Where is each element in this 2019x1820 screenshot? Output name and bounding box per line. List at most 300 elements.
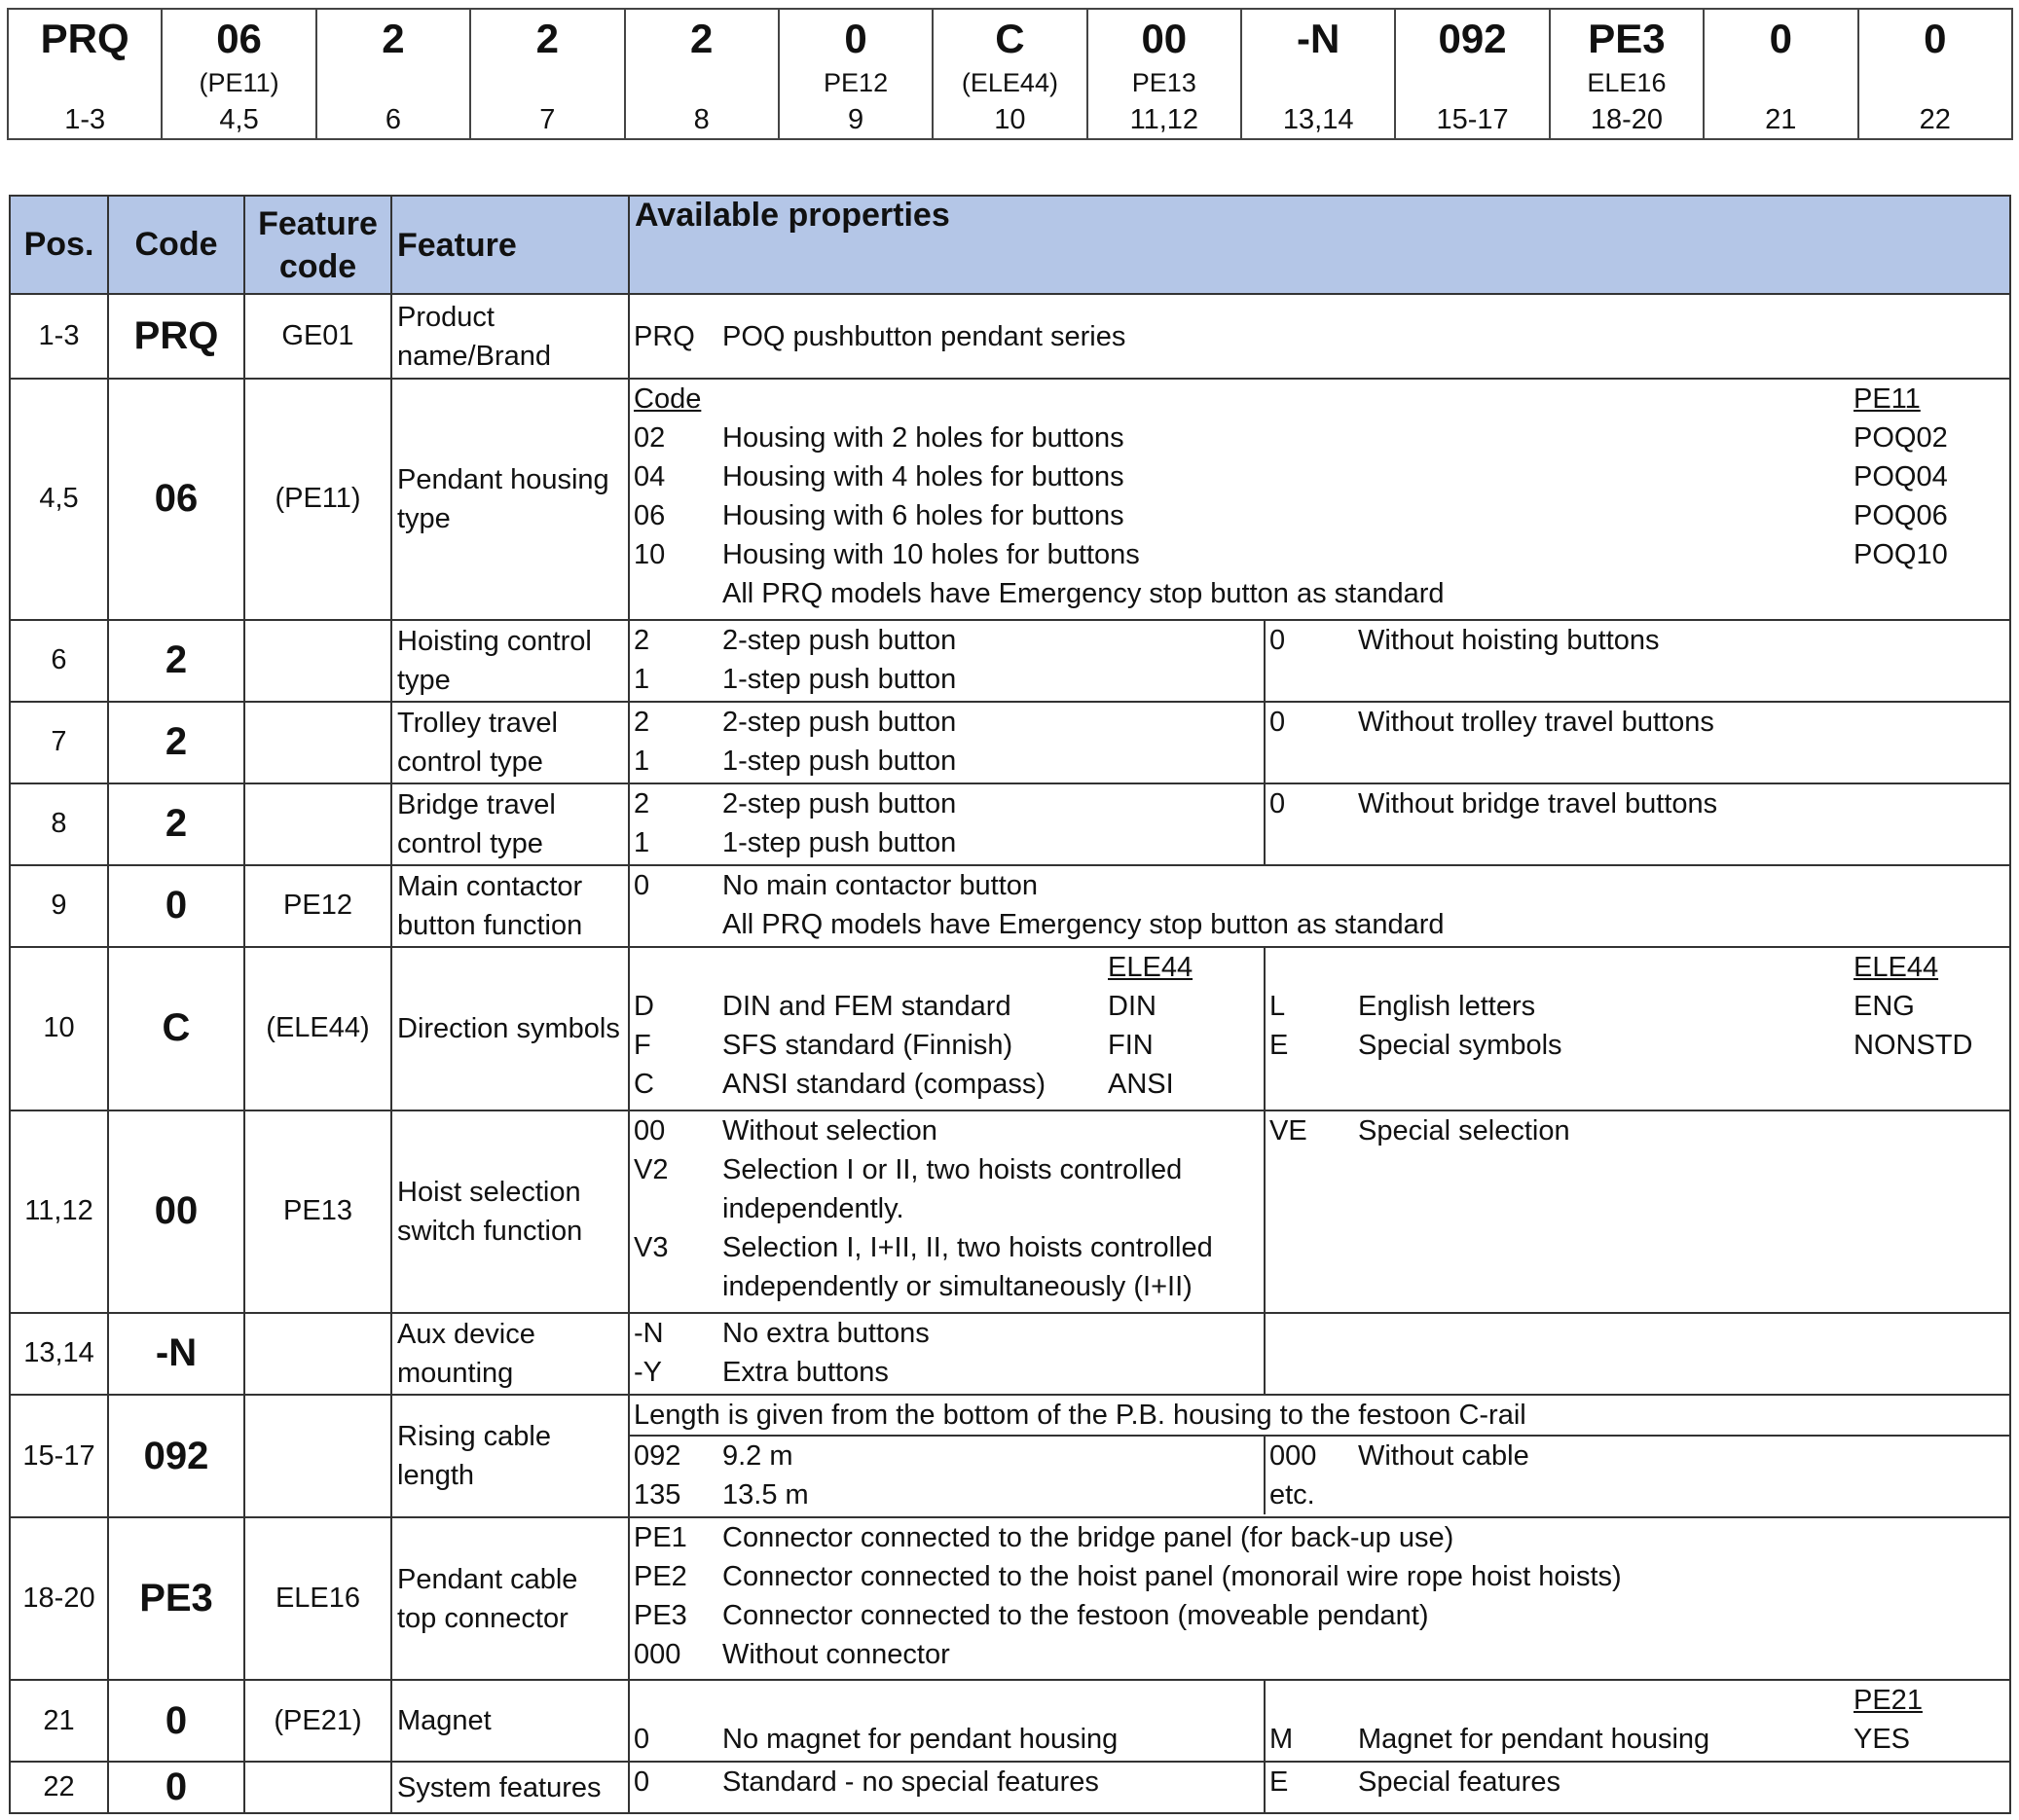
- row-position: 10: [10, 947, 108, 1110]
- spec-row: [10, 620, 2010, 702]
- property-text: 1-step push button: [722, 745, 957, 777]
- strip-code: 2: [382, 16, 405, 61]
- property-header-spacer: [722, 948, 1108, 987]
- row-feature-code: [244, 1762, 391, 1813]
- property-line: [630, 1228, 1264, 1267]
- property-text: POQ pushbutton pendant series: [722, 320, 1126, 352]
- row-feature-code: PE12: [244, 865, 391, 947]
- row-properties: [629, 783, 2010, 865]
- property-code: M: [1269, 1724, 1294, 1756]
- row-feature-code: [244, 620, 391, 702]
- property-line: [630, 1267, 1264, 1306]
- spec-row: [10, 1680, 2010, 1762]
- code-strip-cell: [625, 9, 779, 139]
- property-line: [630, 1111, 1264, 1150]
- property-line: [630, 496, 2009, 535]
- row-code: 06: [108, 379, 244, 620]
- property-line: [630, 1557, 2009, 1596]
- property-text: Without bridge travel buttons: [1358, 787, 1718, 819]
- spec-row: [10, 1313, 2010, 1395]
- property-line: [630, 457, 2009, 496]
- code-strip-row: [8, 9, 2012, 139]
- property-top-note: Length is given from the bottom of the P.B. housing to the festoon C-rail: [634, 1399, 1526, 1431]
- row-feature: Hoisting control type: [391, 620, 629, 702]
- property-right-column: [1266, 1681, 2009, 1761]
- property-text: No magnet for pendant housing: [722, 1724, 1119, 1756]
- row-feature-code: (PE11): [244, 379, 391, 620]
- property-code: 0: [1269, 624, 1286, 656]
- property-text: independently.: [722, 1192, 904, 1224]
- property-text: 2-step push button: [722, 706, 957, 738]
- property-split: [630, 703, 2009, 783]
- property-line: [1266, 1720, 2009, 1759]
- property-code: PE2: [634, 1561, 687, 1593]
- property-header-spacer: [1266, 1681, 1358, 1720]
- strip-position: 6: [385, 104, 401, 135]
- property-text: Extra buttons: [722, 1356, 889, 1388]
- row-code: PRQ: [108, 294, 244, 379]
- property-code: 0: [1269, 787, 1286, 819]
- row-feature: Rising cable length: [391, 1395, 629, 1517]
- property-line: [630, 1065, 1264, 1104]
- property-code: 092: [634, 1439, 681, 1472]
- property-code: 2: [634, 787, 650, 819]
- row-properties: [629, 620, 2010, 702]
- row-feature: Direction symbols: [391, 947, 629, 1110]
- strip-position: 22: [1919, 104, 1951, 135]
- property-line: [630, 1437, 1264, 1475]
- strip-position: 13,14: [1282, 104, 1354, 135]
- row-code: 0: [108, 865, 244, 947]
- property-left-column: [630, 703, 1266, 783]
- strip-feature-code: [1705, 64, 1856, 101]
- property-right-column: [1266, 1437, 2009, 1514]
- property-line: [630, 1314, 1264, 1353]
- property-text: 2-step push button: [722, 624, 957, 656]
- row-feature-code: (ELE44): [244, 947, 391, 1110]
- row-code: PE3: [108, 1517, 244, 1680]
- property-text: Housing with 4 holes for buttons: [722, 461, 1124, 492]
- property-line: [1266, 621, 2009, 660]
- property-text: No extra buttons: [722, 1317, 930, 1349]
- property-code: 06: [634, 500, 666, 531]
- property-code: 0: [634, 1724, 650, 1756]
- row-feature: Pendant housing type: [391, 379, 629, 620]
- code-strip-cell: [1550, 9, 1704, 139]
- spec-table: [9, 195, 2011, 1814]
- row-feature: Product name/Brand: [391, 294, 629, 379]
- property-code: 135: [634, 1478, 681, 1511]
- property-header-spacer: [1266, 948, 1358, 987]
- property-line: [630, 1596, 2009, 1635]
- row-feature-code: [244, 1395, 391, 1517]
- strip-code: 00: [1141, 16, 1188, 61]
- property-text: DIN and FEM standard: [722, 990, 1011, 1022]
- row-properties: [629, 1762, 2010, 1813]
- code-strip-cell: [1087, 9, 1241, 139]
- property-text: Without trolley travel buttons: [1358, 706, 1714, 738]
- property-split: [630, 1437, 2009, 1514]
- header-feature: Feature: [391, 196, 629, 294]
- property-line: [630, 1475, 1264, 1514]
- property-right-column: [1266, 948, 2009, 1110]
- property-line: [1266, 1763, 2009, 1802]
- strip-code: 0: [1924, 16, 1947, 61]
- property-line: [630, 660, 1264, 699]
- property-text: Magnet for pendant housing: [1358, 1724, 1710, 1756]
- strip-position: 8: [693, 104, 710, 135]
- property-code: 1: [634, 663, 650, 695]
- property-split: [630, 1314, 2009, 1394]
- row-feature: Main contactor button function: [391, 865, 629, 947]
- code-strip-cell: [316, 9, 470, 139]
- property-code: 00: [634, 1114, 666, 1147]
- property-code: 2: [634, 706, 650, 738]
- property-header-line: [630, 948, 1264, 987]
- property-code: 2: [634, 624, 650, 656]
- row-feature: Aux device mounting: [391, 1313, 629, 1395]
- row-properties: [629, 294, 2010, 379]
- property-right-column: [1266, 703, 2009, 783]
- property-text: No main contactor button: [722, 869, 1039, 901]
- property-header-ref: ELE44: [1108, 951, 1193, 983]
- row-properties: [629, 1395, 2010, 1517]
- strip-feature-code: [317, 64, 469, 101]
- property-text: Standard - no special features: [722, 1766, 1099, 1799]
- row-code: C: [108, 947, 244, 1110]
- property-note-spacer: [630, 905, 722, 944]
- strip-code: C: [995, 16, 1025, 61]
- property-ref: ENG: [1854, 990, 1915, 1022]
- property-text: Connector connected to the festoon (moveable pendant): [722, 1600, 1429, 1632]
- header-code: Code: [108, 196, 244, 294]
- property-note: All PRQ models have Emergency stop button as standard: [722, 908, 1445, 940]
- property-line: [630, 419, 2009, 457]
- code-strip-cell: [933, 9, 1086, 139]
- property-line: [1266, 1475, 2009, 1514]
- property-code: L: [1269, 990, 1286, 1022]
- property-ref: ANSI: [1108, 1068, 1174, 1100]
- property-ref: POQ02: [1854, 422, 1948, 454]
- property-code: PRQ: [634, 320, 695, 352]
- property-text: [1358, 1475, 2009, 1514]
- property-note-line: [630, 574, 2009, 613]
- property-right-column: [1266, 784, 2009, 864]
- row-feature: Bridge travel control type: [391, 783, 629, 865]
- strip-position: 4,5: [219, 104, 259, 135]
- strip-feature-code: [626, 64, 778, 101]
- property-code: -N: [634, 1317, 664, 1349]
- code-strip: [7, 8, 2013, 140]
- property-left-column: [630, 1111, 1266, 1312]
- row-position: 15-17: [10, 1395, 108, 1517]
- strip-feature-code: PE13: [1131, 68, 1196, 97]
- property-left-column: [630, 621, 1266, 701]
- property-header-spacer: [630, 948, 722, 987]
- property-code: V3: [634, 1231, 669, 1263]
- property-line: [630, 1026, 1264, 1065]
- code-strip-cell: [1704, 9, 1857, 139]
- strip-feature-code: PE12: [824, 68, 889, 97]
- row-feature: Magnet: [391, 1680, 629, 1762]
- property-line: [630, 1353, 1264, 1392]
- property-text: 1-step push button: [722, 663, 957, 695]
- row-feature-code: GE01: [244, 294, 391, 379]
- property-code: PE1: [634, 1522, 687, 1554]
- property-line: [630, 1189, 1264, 1228]
- property-line: [1266, 1437, 2009, 1475]
- row-feature-code: [244, 1313, 391, 1395]
- strip-code: PRQ: [40, 16, 129, 61]
- property-split: [630, 1111, 2009, 1312]
- property-line: [1266, 1026, 2009, 1065]
- property-code: 1: [634, 745, 650, 777]
- row-feature-code: (PE21): [244, 1680, 391, 1762]
- row-position: 1-3: [10, 294, 108, 379]
- property-header-line: [1266, 948, 2009, 987]
- property-line: [1266, 1111, 2009, 1150]
- strip-feature-code: [1242, 64, 1394, 101]
- row-position: 7: [10, 702, 108, 783]
- code-strip-cell: [162, 9, 315, 139]
- row-properties: [629, 865, 2010, 947]
- property-text: Housing with 6 holes for buttons: [722, 500, 1124, 531]
- code-strip-cell: [1395, 9, 1549, 139]
- property-text: Special features: [1358, 1766, 1560, 1799]
- row-feature-code: [244, 783, 391, 865]
- row-position: 21: [10, 1680, 108, 1762]
- property-text: SFS standard (Finnish): [722, 1029, 1013, 1061]
- row-position: 4,5: [10, 379, 108, 620]
- row-properties: [629, 1517, 2010, 1680]
- spec-row: [10, 865, 2010, 947]
- property-line: [1266, 703, 2009, 742]
- property-header-ref: ELE44: [1854, 951, 1939, 983]
- row-properties: [629, 379, 2010, 620]
- property-text: Without connector: [722, 1639, 950, 1671]
- property-code: 1: [634, 826, 650, 858]
- property-split-wrap: [630, 1435, 2009, 1514]
- header-pos: Pos.: [10, 196, 108, 294]
- property-code: D: [634, 990, 654, 1022]
- spec-row: [10, 1517, 2010, 1680]
- property-text: 13.5 m: [722, 1478, 809, 1511]
- strip-feature-code: ELE16: [1587, 68, 1667, 97]
- property-left-column: [630, 784, 1266, 864]
- property-text: 2-step push button: [722, 787, 957, 819]
- property-code: 000: [634, 1639, 681, 1671]
- header-feature-code: Feature code: [244, 196, 391, 294]
- property-code: F: [634, 1029, 651, 1061]
- strip-feature-code: [1396, 64, 1548, 101]
- property-line: [630, 784, 1264, 823]
- row-properties: [629, 947, 2010, 1110]
- header-row: [10, 196, 2010, 294]
- strip-position: 15-17: [1436, 104, 1509, 135]
- property-code: etc.: [1269, 1478, 1315, 1511]
- property-ref: POQ04: [1854, 461, 1948, 492]
- row-feature: Hoist selection switch function: [391, 1110, 629, 1313]
- strip-position: 9: [847, 104, 864, 135]
- spec-row: [10, 783, 2010, 865]
- strip-feature-code: (ELE44): [961, 68, 1058, 97]
- spec-row: [10, 294, 2010, 379]
- property-line: [630, 987, 1264, 1026]
- row-feature: Trolley travel control type: [391, 702, 629, 783]
- property-text: Selection I or II, two hoists controlled: [722, 1153, 1183, 1185]
- property-left-column: [630, 1763, 1266, 1812]
- row-code: 0: [108, 1680, 244, 1762]
- property-line: [630, 317, 2009, 356]
- code-strip-cell: [1241, 9, 1395, 139]
- spec-row: [10, 702, 2010, 783]
- strip-code: 06: [216, 16, 262, 61]
- property-code: 0: [1269, 706, 1286, 738]
- row-position: 6: [10, 620, 108, 702]
- property-text: Connector connected to the hoist panel (monorail wire rope hoist hoists): [722, 1561, 1622, 1593]
- property-code: V2: [634, 1153, 669, 1185]
- strip-code: 0: [844, 16, 867, 61]
- strip-code: 2: [535, 16, 559, 61]
- property-code: 0: [634, 869, 650, 901]
- property-text: 1-step push button: [722, 826, 957, 858]
- property-code: 000: [1269, 1439, 1317, 1472]
- property-text: Housing with 2 holes for buttons: [722, 422, 1124, 454]
- property-text: Special selection: [1358, 1114, 1570, 1147]
- property-line: [630, 1150, 1264, 1189]
- spec-row: [10, 1395, 2010, 1517]
- property-code: 10: [634, 539, 666, 570]
- property-code: E: [1269, 1766, 1289, 1799]
- property-text: Without hoisting buttons: [1358, 624, 1660, 656]
- property-header-spacer: [1358, 948, 1854, 987]
- row-position: 22: [10, 1762, 108, 1813]
- property-right-column: [1266, 1111, 2009, 1312]
- property-code: 0: [634, 1766, 650, 1799]
- row-code: 2: [108, 620, 244, 702]
- strip-code: 0: [1769, 16, 1792, 61]
- header-available-properties: Available properties: [629, 196, 2010, 294]
- property-note: All PRQ models have Emergency stop button as standard: [722, 578, 1445, 609]
- property-line: [630, 823, 1264, 862]
- property-line: [630, 535, 2009, 574]
- row-properties: [629, 702, 2010, 783]
- property-right-column: [1266, 621, 2009, 701]
- property-line: [1266, 987, 2009, 1026]
- property-text: Without cable: [1358, 1439, 1529, 1472]
- row-position: 13,14: [10, 1313, 108, 1395]
- property-code: [630, 1189, 722, 1228]
- row-feature: Pendant cable top connector: [391, 1517, 629, 1680]
- row-feature-code: ELE16: [244, 1517, 391, 1680]
- row-feature-code: PE13: [244, 1110, 391, 1313]
- property-ref: POQ10: [1854, 539, 1948, 570]
- property-code: -Y: [634, 1356, 662, 1388]
- property-ref: DIN: [1108, 990, 1156, 1022]
- strip-code: 092: [1438, 16, 1507, 61]
- property-note-line: [630, 905, 2009, 944]
- property-header-spacer: [722, 380, 1854, 419]
- strip-feature-code: [1859, 64, 2012, 101]
- strip-code: -N: [1297, 16, 1340, 61]
- property-line: [630, 703, 1264, 742]
- property-spacer-line: [630, 1681, 1264, 1720]
- property-code: C: [634, 1068, 654, 1100]
- spec-row: [10, 947, 2010, 1110]
- property-ref: FIN: [1108, 1029, 1154, 1061]
- property-header-ref: PE21: [1854, 1685, 1923, 1717]
- property-text: Special symbols: [1358, 1029, 1562, 1061]
- row-position: 9: [10, 865, 108, 947]
- property-code: 04: [634, 461, 666, 492]
- property-text: ANSI standard (compass): [722, 1068, 1046, 1100]
- code-strip-cell: [470, 9, 624, 139]
- code-strip-cell: [8, 9, 162, 139]
- property-line: [1266, 784, 2009, 823]
- property-split: [630, 1763, 2009, 1812]
- property-ref: NONSTD: [1854, 1029, 1973, 1061]
- property-header-code: Code: [634, 383, 702, 415]
- code-strip-cell: [1858, 9, 2013, 139]
- property-split: [630, 621, 2009, 701]
- row-feature: System features: [391, 1762, 629, 1813]
- property-split: [630, 948, 2009, 1110]
- property-code: VE: [1269, 1114, 1307, 1147]
- property-text: Connector connected to the bridge panel (for back-up use): [722, 1522, 1454, 1554]
- property-code: E: [1269, 1029, 1289, 1061]
- property-header-spacer: [1358, 1681, 1854, 1720]
- property-line: [630, 1763, 1264, 1802]
- property-text: Without selection: [722, 1114, 937, 1147]
- row-code: 2: [108, 783, 244, 865]
- property-header-line: [630, 380, 2009, 419]
- property-text: Housing with 10 holes for buttons: [722, 539, 1140, 570]
- property-right-column: [1266, 1314, 2009, 1394]
- row-position: 11,12: [10, 1110, 108, 1313]
- strip-position: 21: [1765, 104, 1797, 135]
- property-text: 9.2 m: [722, 1439, 793, 1472]
- strip-position: 7: [539, 104, 556, 135]
- row-feature-code: [244, 702, 391, 783]
- property-left-column: [630, 1681, 1266, 1761]
- row-code: 00: [108, 1110, 244, 1313]
- row-code: -N: [108, 1313, 244, 1395]
- spec-row: [10, 1110, 2010, 1313]
- property-ref: POQ06: [1854, 500, 1948, 531]
- property-line: [630, 1518, 2009, 1557]
- spec-row: [10, 379, 2010, 620]
- row-code: 092: [108, 1395, 244, 1517]
- strip-position: 10: [994, 104, 1026, 135]
- property-line: [630, 1635, 2009, 1674]
- property-split: [630, 784, 2009, 864]
- strip-position: 11,12: [1129, 104, 1199, 135]
- row-code: 2: [108, 702, 244, 783]
- property-code: PE3: [634, 1600, 687, 1632]
- strip-position: 1-3: [64, 104, 106, 135]
- strip-code: PE3: [1588, 16, 1666, 61]
- property-ref: YES: [1854, 1724, 1911, 1756]
- property-left-column: [630, 1314, 1266, 1394]
- row-properties: [629, 1313, 2010, 1395]
- strip-code: 2: [690, 16, 714, 61]
- property-line: [630, 621, 1264, 660]
- property-code: 02: [634, 422, 666, 454]
- strip-position: 18-20: [1590, 104, 1664, 135]
- property-line: [630, 742, 1264, 781]
- property-line: [630, 866, 2009, 905]
- property-split: [630, 1681, 2009, 1761]
